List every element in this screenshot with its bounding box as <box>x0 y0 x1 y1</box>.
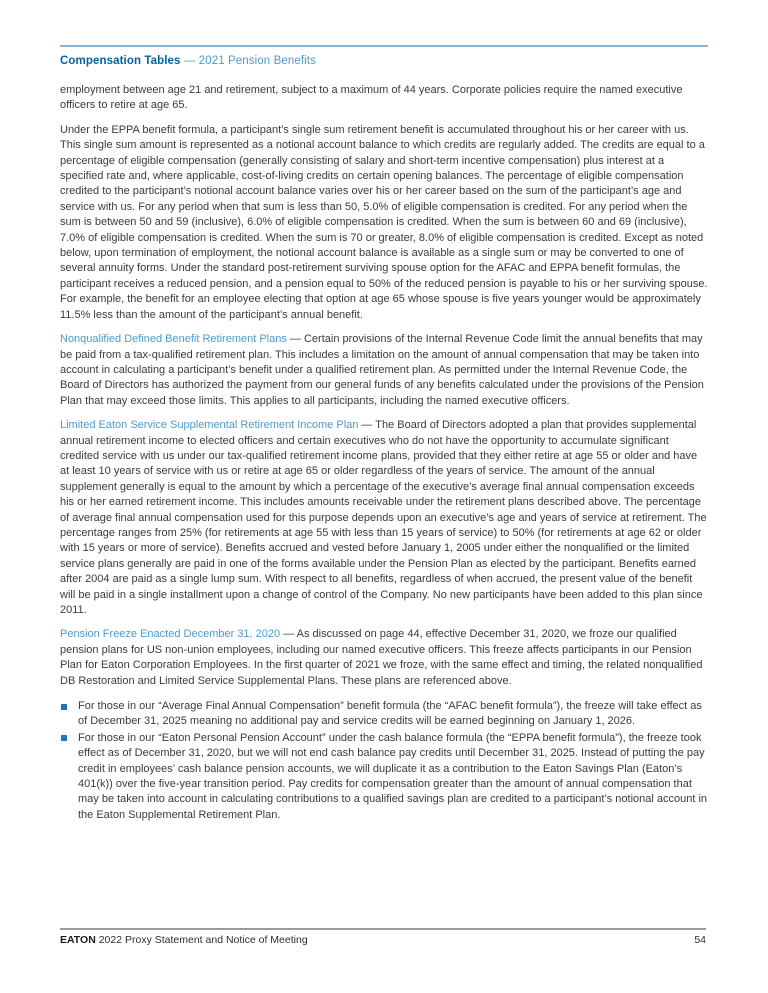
footer-divider <box>60 928 706 930</box>
running-header-subtitle: 2021 Pension Benefits <box>198 55 316 67</box>
bullet-square-icon <box>61 704 67 710</box>
paragraph-eppa-formula: Under the EPPA benefit formula, a participant’s single sum retirement benefit is accumulated throughout his or her career with us. This single sum amount is represented as a notional account balance to which credits are regularly added. The credits are equal to a percentage of eligible compensation (generally consisting of salary and short-term incentive compensation) plus interest at a specified rate and, where applicable, cost-of-living credits on certain opening balances. The percentage of eligible compensation credited to the participant’s notional account balance varies over his or her career based on the sum of the participant’s age and service with us. For any period when that sum is less than 50, 5.0% of eligible compensation is credited. For any period when the sum is between 50 and 59 (inclusive), 6.0% of eligible compensation is credited. When the sum is between 60 and 69 (inclusive), 7.0% of eligible compensation is credited. When the sum is 70 or greater, 8.0% of eligible compensation is credited. Except as noted below, upon termination of employment, the notional account balance is available as a single sum or may be converted to one of several annuity forms. Under the standard post-retirement surviving spouse option for the AFAC and EPPA benefit formulas, the participant receives a reduced pension, and a pension equal to 50% of the reduced pension is payable to his or her surviving spouse. For example, the benefit for an employee electing that option at age 65 whose spouse is five years younger would be approximately 11.5% less than the amount of the participant’s annual benefit. <box>60 123 708 321</box>
page-footer <box>60 934 706 947</box>
section-body-text: The Board of Directors adopted a plan that provides supplemental annual retirement income to elected officers and certain executives who do not have the opportunity to accumulate significant credited service with us under our tax-qualified retirement income plans, provided that they either retire at age 55 or older and have at least 10 years of service with us or retire at age 65 or older regardless of the years of service. The amount of the annual supplement generally is equal to the amount by which a percentage of the executive’s average final annual compensation exceeds his or her earned retirement income. This includes amounts receivable under the retirement plans described above. The percentage of average final annual compensation used for this purpose depends upon an executive’s age and years of service at retirement. The percentage ranges from 25% (for retirements at age 55 with less than 15 years of service) to 50% (for retirements at age 62 or older with 15 years or more of service). Benefits accrued and vested before January 1, 2005 under either the nonqualified or the limited service plans generally are paid in one of the forms available under the Pension Plan as elected by the participant. Benefits earned after 2004 are paid as a single lump sum. With respect to all benefits, regardless of when accrued, the present value of the benefit will be paid in a single installment upon a change of control of the Company. No new participants have been added to this plan since 2011. <box>60 419 707 616</box>
footer-label: 2022 Proxy Statement and Notice of Meeting <box>95 934 308 946</box>
section-limited-eaton-service-plan <box>60 418 708 618</box>
section-dash: — <box>286 333 304 346</box>
section-pension-freeze <box>60 627 708 689</box>
list-item-eppa-freeze <box>60 731 708 823</box>
page-number: 54 <box>694 934 706 946</box>
bullet-text: For those in our “Eaton Personal Pension Account” under the cash balance formula (the “EPPA benefit formula”), the freeze took effect as of December 31, 2020, but we will not end cash balance pay credits until December 31, 2025. Instead of putting the pay credit in employees’ cash balance pension accounts, we will duplicate it as a contribution to the Eaton Savings Plan (Eaton’s 401(k)) over the five-year transition period. Pay credits for compensation greater than the amount of annual compensation that may be taken into account in calculating contributions to a qualified savings plan are credited to a participant’s notional account in the Eaton Supplemental Retirement Plan. <box>78 731 708 821</box>
list-item-afac-freeze <box>60 699 708 730</box>
section-heading-nonqualified: Nonqualified Defined Benefit Retirement Plans <box>60 333 287 346</box>
section-heading-limited-service: Limited Eaton Service Supplemental Retirement Income Plan <box>60 419 359 432</box>
footer-brand: EATON <box>60 934 96 946</box>
running-header-dash: — <box>180 55 199 67</box>
section-dash: — <box>280 628 297 641</box>
running-header <box>60 54 708 68</box>
section-dash: — <box>358 419 376 432</box>
section-heading-pension-freeze: Pension Freeze Enacted December 31, 2020 <box>60 628 281 641</box>
page-content <box>60 45 708 824</box>
bullet-square-icon <box>61 735 67 741</box>
section-nonqualified-db-plans <box>60 332 708 409</box>
section-body-text: Certain provisions of the Internal Revenue Code limit the annual benefits that may be paid from a tax-qualified retirement plan. This includes a limitation on the amount of annual compensation that may be taken into account in calculating a participant’s benefit under a qualified retirement plan. As permitted under the Internal Revenue Code, the Board of Directors has authorized the payment from our general funds of any benefits calculated under the provisions of the Pension Plan that may exceed those limits. This applies to all participants, including the named executive officers. <box>60 333 704 407</box>
paragraph-continuation: employment between age 21 and retirement, subject to a maximum of 44 years. Corporate policies require the named executive officers to retire at age 65. <box>60 84 683 112</box>
bullet-text: For those in our “Average Final Annual Compensation” benefit formula (the “AFAC benefit formula”), the freeze will take effect as of December 31, 2025 meaning no additional pay and service credits will be earned beginning on January 1, 2026. <box>78 700 702 728</box>
running-header-title: Compensation Tables <box>60 55 181 67</box>
header-divider <box>60 45 708 47</box>
section-body-text: As discussed on page 44, effective December 31, 2020, we froze our qualified pension plans for US non-union employees, including our named executive officers. This freeze affects participants in our Pension Plan for Eaton Corporation Employees. In the first quarter of 2021 we froze, with the same effect and timing, the related nonqualified DB Restoration and Limited Service Supplemental Plans. These plans are referenced above. <box>60 628 703 687</box>
bullet-list <box>60 699 708 823</box>
footer-text <box>60 934 308 947</box>
